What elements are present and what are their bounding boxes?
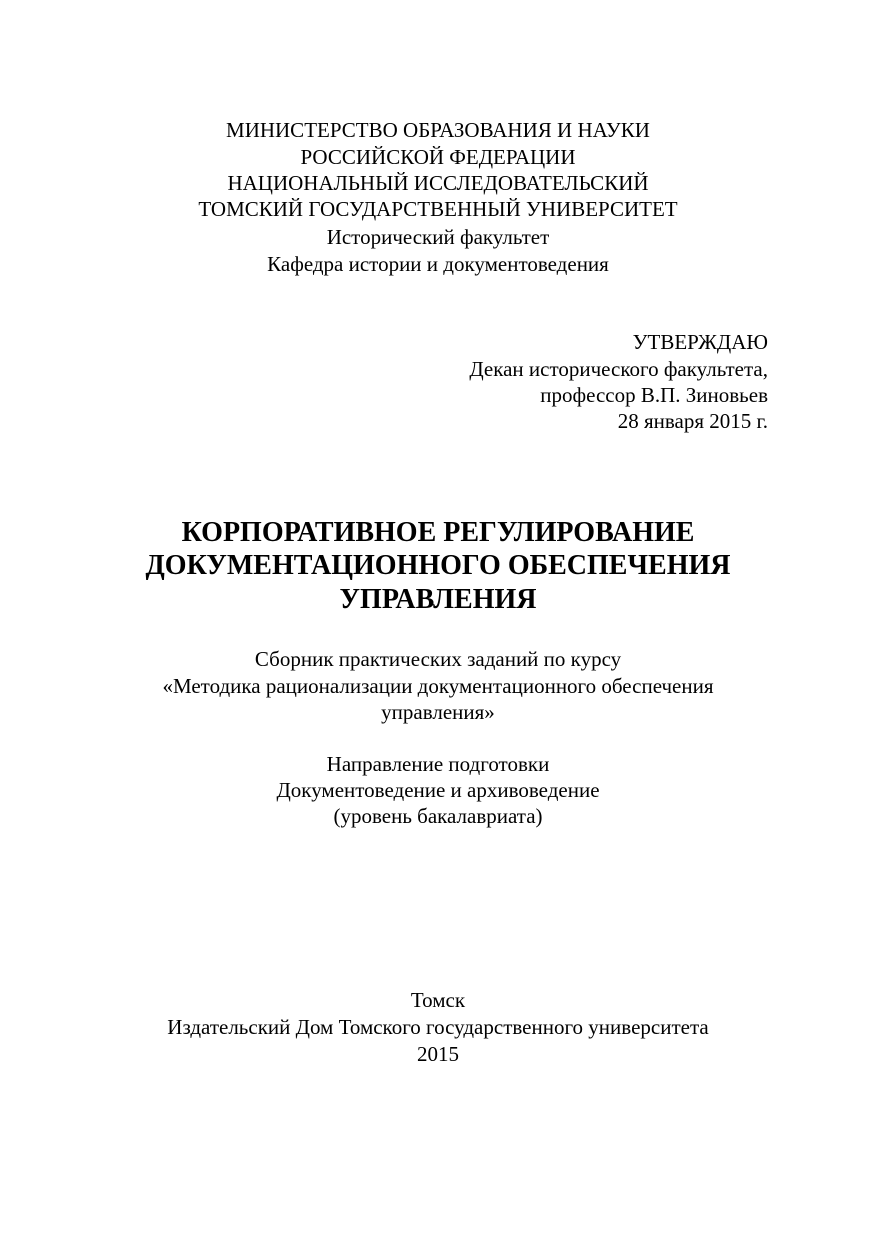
university-name: ТОМСКИЙ ГОСУДАРСТВЕННЫЙ УНИВЕРСИТЕТ <box>198 197 678 221</box>
approver-name: профессор В.П. Зиновьев <box>540 383 768 407</box>
subtitle-line-2: «Методика рационализации документационного обеспечения <box>162 674 714 698</box>
direction-heading: Направление подготовки <box>326 752 550 776</box>
title-line-3: УПРАВЛЕНИЯ <box>339 584 537 615</box>
faculty-name: Исторический факультет <box>326 225 550 249</box>
imprint-year: 2015 <box>417 1042 459 1066</box>
approval-heading: УТВЕРЖДАЮ <box>632 330 768 354</box>
imprint-publisher: Издательский Дом Томского государственного университета <box>167 1015 709 1039</box>
imprint-city: Томск <box>410 988 466 1012</box>
approval-date: 28 января 2015 г. <box>617 409 768 433</box>
direction-name: Документоведение и архивоведение <box>276 778 600 802</box>
national-research-line: НАЦИОНАЛЬНЫЙ ИССЛЕДОВАТЕЛЬСКИЙ <box>227 171 649 195</box>
approver-position: Декан исторического факультета, <box>469 357 768 381</box>
title-line-2: ДОКУМЕНТАЦИОННОГО ОБЕСПЕЧЕНИЯ <box>145 550 731 581</box>
ministry-line: МИНИСТЕРСТВО ОБРАЗОВАНИЯ И НАУКИ <box>226 118 650 142</box>
subtitle-line-3: управления» <box>381 700 495 724</box>
direction-level: (уровень бакалавриата) <box>333 804 543 828</box>
subtitle-line-1: Сборник практических заданий по курсу <box>254 647 622 671</box>
federation-line: РОССИЙСКОЙ ФЕДЕРАЦИИ <box>300 145 576 169</box>
title-line-1: КОРПОРАТИВНОЕ РЕГУЛИРОВАНИЕ <box>181 517 695 548</box>
department-name: Кафедра истории и документоведения <box>267 252 609 276</box>
